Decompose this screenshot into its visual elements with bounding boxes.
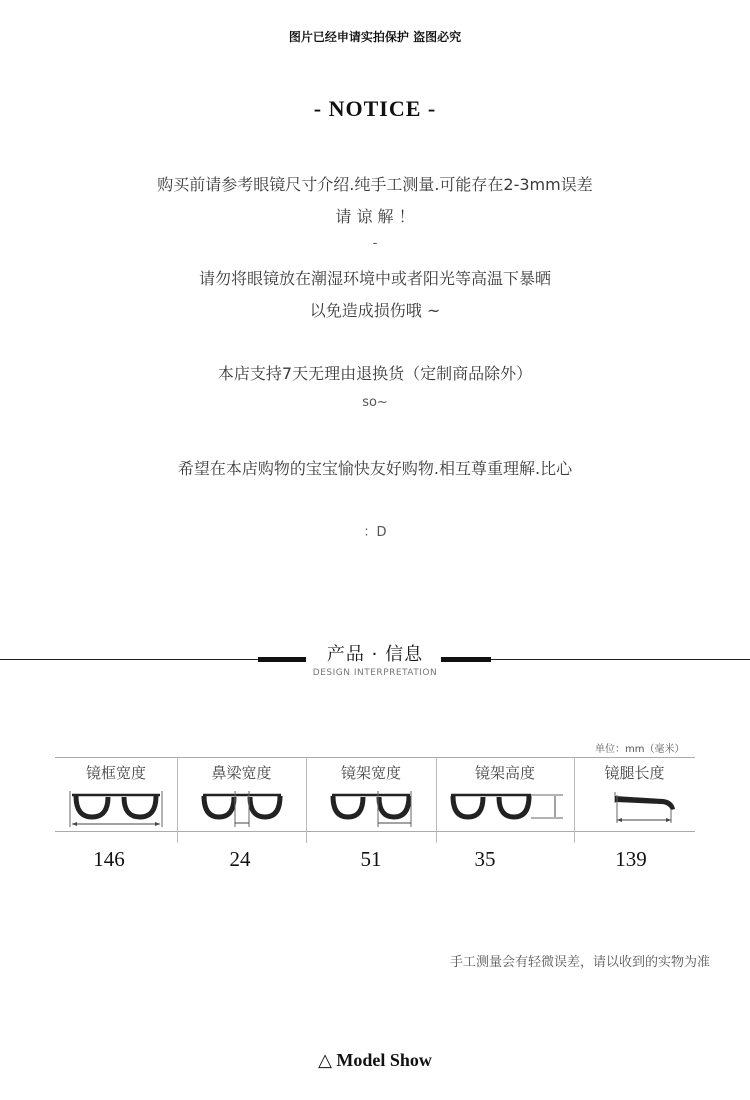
measurement-disclaimer: 手工测量会有轻微误差，请以收到的实物为准 (449, 955, 710, 970)
measure-column-lens-width (306, 758, 436, 831)
lens-width-icon (328, 787, 414, 829)
measure-value-frame-width: 146 (93, 847, 125, 871)
notice-line-apology: 请 谅 解 ！ (335, 207, 415, 226)
notice-line-measurement: 购买前请参考眼镜尺寸介绍.纯手工测量.可能存在2-3mm误差 (157, 175, 593, 194)
measure-label: 镜腿长度 (604, 764, 665, 782)
notice-line-damage: 以免造成损伤哦 ~ (309, 301, 441, 320)
model-show-heading: △ Model Show (318, 1050, 432, 1070)
lens-height-icon (445, 787, 565, 829)
notice-line-returns: 本店支持7天无理由退换货（定制商品除外） (217, 364, 533, 383)
bridge-width-icon (199, 787, 285, 829)
measure-column-bridge-width (177, 758, 306, 831)
unit-note: 单位：mm（毫米） (595, 744, 685, 755)
notice-line-wish: 希望在本店购物的宝宝愉快友好购物.相互尊重理解.比心 (177, 459, 573, 478)
measure-value-lens-height: 35 (474, 847, 496, 871)
temple-length-icon (593, 787, 677, 829)
section-subtitle: DESIGN INTERPRETATION (312, 668, 438, 678)
notice-line-storage: 请勿将眼镜放在潮湿环境中或者阳光等高温下暴晒 (198, 269, 551, 288)
section-title: 产品 · 信息 (326, 644, 424, 665)
measure-value-lens-width: 51 (360, 847, 382, 871)
measure-column-lens-height (436, 758, 574, 831)
measure-label: 鼻梁宽度 (211, 764, 272, 782)
measure-column-frame-width (55, 758, 177, 831)
notice-divider: - (372, 236, 378, 251)
measure-value-bridge-width: 24 (229, 847, 251, 871)
copyright-notice: 图片已经申请实拍保护 盗图必究 (288, 30, 462, 44)
measure-label: 镜架宽度 (340, 764, 401, 782)
measure-value-temple-length: 139 (615, 847, 647, 871)
notice-line-smile: ：D (363, 525, 387, 540)
measure-column-temple-length (574, 758, 695, 831)
frame-width-icon (68, 787, 164, 829)
notice-line-so: so~ (362, 395, 388, 410)
measure-label: 镜架高度 (474, 764, 535, 782)
measure-label: 镜框宽度 (85, 764, 146, 782)
notice-title: - NOTICE - (313, 96, 437, 121)
